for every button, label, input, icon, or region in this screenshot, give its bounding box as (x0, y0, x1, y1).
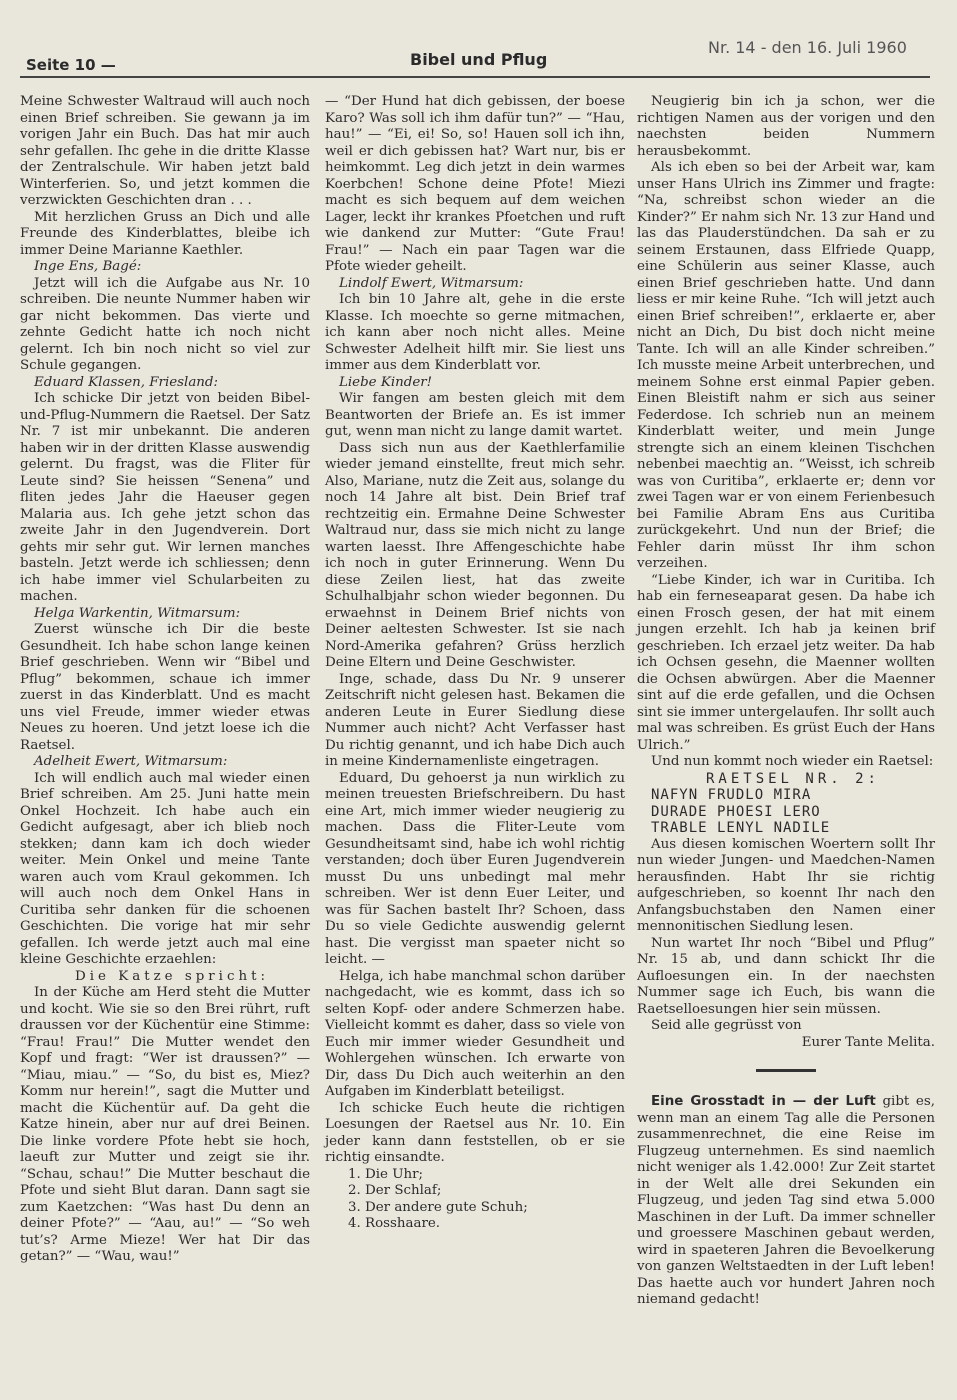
issue-date: Nr. 14 - den 16. Juli 1960 (708, 38, 907, 57)
publication-title: Bibel und Pflug (410, 50, 548, 69)
puzzle-line: DURADE PHOESI LERO (651, 803, 821, 820)
paragraph: Inge, schade, dass Du Nr. 9 unserer Zeitschrift nicht gelesen hast. Bekamen die anderen Leute in Eurer Siedlung diese Nummer auch nicht? Acht Verfasser hast Du richtig genannt, und ich habe Dich auch in meine Kindernamenliste eingetragen. (325, 671, 625, 769)
puzzle-line: TRABLE LENYL NADILE (651, 820, 831, 836)
paragraph: Zuerst wünsche ich Dir die beste Gesundheit. Ich habe schon lange keinen Brief geschrieben. Wenn wir “Bibel und Pflug” bekommen, schaue ich immer zuerst in das Kinderblatt. Und es macht uns viel Freude, immer wieder etwas Neues zu hoeren. Und jetzt loese ich die Raetsel. (20, 622, 310, 753)
column-2 (325, 94, 625, 1233)
letter-author: Adelheit Ewert, Witmarsum: (34, 754, 228, 769)
section-divider (756, 1069, 816, 1072)
paragraph: Nun wartet Ihr noch “Bibel und Pflug” Nr. 15 ab, und dann schickt Ihr die Aufloesungen ein. In der naechsten Nummer sage ich Euch, bis wann die Raetselloesungen hier sein müssen. (637, 935, 935, 1017)
list-item: 2. Der Schlaf; (365, 1183, 625, 1200)
paragraph: Ich schicke Euch heute die richtigen Loesungen der Raetsel aus Nr. 10. Ein jeder kann dann feststellen, ob er sie richtig einsandte. (325, 1100, 625, 1165)
paragraph: Aus diesen komischen Woertern sollt Ihr nun wieder Jungen- und Maedchen-Namen herausfinden. Habt Ihr sie richtig aufgeschrieben, so koennt Ihr nach den Anfangsbuchstaben den Namen einer mennonitischen Siedlung lesen. (637, 836, 935, 934)
paragraph: In der Küche am Herd steht die Mutter und kocht. Wie sie so den Brei rührt, ruft draussen vor der Küchentür eine Stimme: “Frau! Frau!” Die Mutter wendet den Kopf und fragt: “Wer ist draussen?” — “Miau, miau.” — “So, du bist es, Miez? Komm nur herein!”, sagt die Mutter und macht die Küchentür auf. Da geht die Katze hinein, aber nur auf drei Beinen. Die linke vordere Pfote hebt sie hoch, laeuft zur Mutter und zeigt sie ihr. “Schau, schau!” Die Mutter beschaut die Pfote und sieht Blut daran. Dann sagt sie zum Kaetzchen: “Was hast Du denn an deiner Pfote?” — “Aau, au!” — “So weh tut’s? Arme Mieze! Wer hat Dir das getan?” — “Wau, wau!” (20, 985, 310, 1264)
paragraph: Neugierig bin ich ja schon, wer die richtigen Namen aus der vorigen und den naechsten beiden Nummern herausbekommt. (637, 94, 935, 159)
puzzle-line: NAFYN FRUDLO MIRA (651, 787, 812, 803)
column-3 (637, 94, 935, 1309)
paragraph: Eduard, Du gehoerst ja nun wirklich zu meinen treuesten Briefschreibern. Du hast eine Art, mich immer wieder neugierig zu machen. Dass die Fliter-Leute vom Gesundheitsamt sind, habe ich wohl richtig verstanden; doch über Euren Jugendverein musst Du uns unbedingt mal mehr schreiben. Wer ist denn Euer Leiter, und was für Sachen bastelt Ihr? Schoen, dass Du so viele Gedichte auswendig gelernt hast. Die vergisst man spaeter nicht so leicht. — (325, 770, 625, 967)
paragraph: “Liebe Kinder, ich war in Curitiba. Ich hab ein ferneseaparat gesen. Da habe ich einen Frosch gesen, der hat mit einem jungen erzehlt. Ich hab ja keinen brif geschrieben. Ich erzael jetz weiter. Da hab ich Ochsen gesehn, die Maenner wollten die Ochsen abwürgen. Aber die Maenner sint auf die erde gefallen, und die Ochsen sint sie immer untergelaufen. Ihr sollt auch mal was schreiben. Es grüst Euch der Hans Ulrich.” (637, 572, 935, 753)
list-item: 4. Rosshaare. (365, 1216, 625, 1233)
page-header (0, 0, 957, 80)
answer-list (325, 1167, 625, 1233)
paragraph: Dass sich nun aus der Kaethlerfamilie wieder jemand einstellte, freut mich sehr. Also, Mariane, nutz die Zeit aus, solange du noch 14 Jahre alt bist. Dein Brief traf rechtzeitig ein. Ermahne Deine Schwester Waltraud nur, dass sie mich nicht zu lange warten laesst. Ihre Affengeschichte habe ich noch in guter Erinnerung. Wenn Du diese Zeilen liest, hat das zweite Schulhalbjahr schon wieder begonnen. Du erwaehnst in Deinem Brief nichts von Deiner aeltesten Schwester. Ist sie nach Nord-Amerika gefahren? Grüss herzlich Deine Eltern und Deine Geschwister. (325, 440, 625, 670)
puzzle-heading: RAETSEL NR. 2: (705, 770, 880, 787)
article-title: Eine Grosstadt in — der Luft (651, 1094, 876, 1109)
paragraph: — “Der Hund hat dich gebissen, der boese Karo? Was soll ich ihm dafür tun?” — “Hau, hau!” — “Ei, ei! So, so! Hauen soll ich ihn, weil er dich gebissen hat? Wart nur, bis er heimkommt. Leg dich jetzt in dein warmes Koerbchen! Schone deine Pfote! Miezi macht es sich bequem auf dem weichen Lager, leckt ihr krankes Pfoetchen und ruft wie dankend zur Mutter: “Gute Frau! Frau!” — Nach ein paar Tagen war die Pfote wieder geheilt. (325, 94, 625, 274)
letter-author: Helga Warkentin, Witmarsum: (34, 605, 241, 621)
paragraph: Ich schicke Dir jetzt von beiden Bibel-und-Pflug-Nummern die Raetsel. Der Satz Nr. 7 ist mir unbekannt. Die anderen haben wir in der dritten Klasse auswendig gelernt. Du fragst, was die Fliter für Leute sind? Sie heissen “Senena” und fliten jedes Jahr die Haeuser gegen Malaria aus. Ich gehe jetzt schon das zweite Jahr in den Jugendverein. Dort gehts mir sehr gut. Wir lernen manches basteln. Jetzt werde ich schliessen; denn ich habe immer viel Schularbeiten zu machen. (20, 391, 310, 604)
paragraph: Jetzt will ich die Aufgabe aus Nr. 10 schreiben. Die neunte Nummer haben wir gar nicht bekommen. Das vierte und zehnte Gedicht hatte ich noch nicht gelernt. Ich bin noch nicht so viel zur Schule gegangen. (20, 275, 310, 373)
story-title: Die Katze spricht: (75, 968, 269, 984)
signature: Eurer Tante Melita. (801, 1034, 935, 1050)
paragraph: Als ich eben so bei der Arbeit war, kam unser Hans Ulrich ins Zimmer und fragte: “Na, schreibst schon wieder an die Kinder?” Er nahm sich Nr. 13 zur Hand und las das Plauderstündchen. Da sah er zu seinem Erstaunen, dass Elfriede Quapp, eine Schülerin aus seiner Klasse, auch einen Brief geschrieben hatte. Und dann liess er mir keine Ruhe. “Ich will jetzt auch einen Brief schreiben!”, erklaerte er, aber nicht an Dich, Du bist doch nicht meine Tante. Ich will an alle Kinder schreiben.” Ich musste meine Arbeit unterbrechen, und meinem Sohne erst einmal Papier geben. Einen Bleistift nahm er sich aus seiner Federdose. Ich schrieb nun an meinem Kinderblatt weiter, und mein Junge strengte sich an einem kleinen Tischchen nebenbei maechtig an. “Weisst, ich schreib was von Curitiba”, erklaerte er; denn vor zwei Tagen war er von einem Ferienbesuch bei Familie Abram Ens aus Curitiba zurückgekehrt. Und nun der Brief; die Fehler darin müsst Ihr ihm schon verzeihen. (637, 160, 935, 571)
letter-author: Eduard Klassen, Friesland: (34, 374, 219, 390)
article-paragraph (637, 1094, 935, 1309)
paragraph: Mit herzlichen Gruss an Dich und alle Freunde des Kinderblattes, bleibe ich immer Deine Marianne Kaethler. (20, 209, 310, 258)
paragraph: Helga, ich habe manchmal schon darüber nachgedacht, wie es kommt, dass ich so selten Kopf- oder andere Schmerzen habe. Vielleicht kommt es daher, dass so viele von Euch mir immer wieder Gesundheit und Wohlergehen wünschen. Ich erwarte von Dir, dass Du Dich auch weiterhin an den Aufgaben im Kinderblatt beteiligst. (325, 968, 625, 1099)
paragraph: Ich bin 10 Jahre alt, gehe in die erste Klasse. Ich moechte so gerne mitmachen, ich kann aber noch nicht alles. Meine Schwester Adelheit hilft mir. Sie liest uns immer aus dem Kinderblatt vor. (325, 292, 625, 373)
header-rule (20, 76, 930, 78)
letter-author: Inge Ens, Bagé: (34, 259, 142, 274)
list-item: 3. Der andere gute Schuh; (365, 1200, 625, 1217)
paragraph: Meine Schwester Waltraud will auch noch einen Brief schreiben. Sie gewann ja im vorigen Jahr ein Buch. Das hat mir auch sehr gefallen. Ihc gehe in die dritte Klasse der Zentralschule. Wir haben jetzt bald Winterferien. So, und jetzt kommen die verzwickten Geschichten dran . . . (20, 94, 310, 208)
article-text: gibt es, wenn man an einem Tag alle die Personen zusammenrechnet, die eine Reise im Flugzeug unternehmen. Es sind naemlich nicht weniger als 1.42.000! Zur Zeit startet in der Welt alle drei Sekunden ein Flugzeug, und jeden Tag sind etwa 5.000 Maschinen in der Luft. Da immer schneller und groessere Maschinen gebaut werden, wird in spaeteren Jahren die Bevoelkerung von ganzen Weltstaedten in der Luft leben! Das haette auch vor hundert Jahren noch niemand gedacht! (637, 1094, 935, 1307)
page-number: Seite 10 — (26, 56, 116, 74)
list-item: 1. Die Uhr; (365, 1167, 625, 1184)
paragraph: Seid alle gegrüsst von (651, 1018, 802, 1033)
paragraph: Ich will endlich auch mal wieder einen Brief schreiben. Am 25. Juni hatte mein Onkel Hochzeit. Ich habe auch ein Gedicht aufgesagt, aber ich blieb noch stekken; dann kam ich doch wieder weiter. Mein Onkel und meine Tante waren auch vom Kraul gekommen. Ich will auch noch dem Onkel Hans in Curitiba sehr danken für die schoenen Geschichten. Die vorige hat mir sehr gefallen. Ich werde jetzt auch mal eine kleine Geschichte erzaehlen: (20, 770, 310, 967)
column-1 (20, 94, 310, 1266)
salutation: Liebe Kinder! (339, 374, 433, 390)
paragraph: Wir fangen am besten gleich mit dem Beantworten der Briefe an. Es ist immer gut, wenn man nicht zu lange damit wartet. (325, 391, 625, 439)
paragraph: Und nun kommt noch wieder ein Raetsel: (651, 754, 934, 769)
letter-author: Lindolf Ewert, Witmarsum: (339, 275, 524, 291)
